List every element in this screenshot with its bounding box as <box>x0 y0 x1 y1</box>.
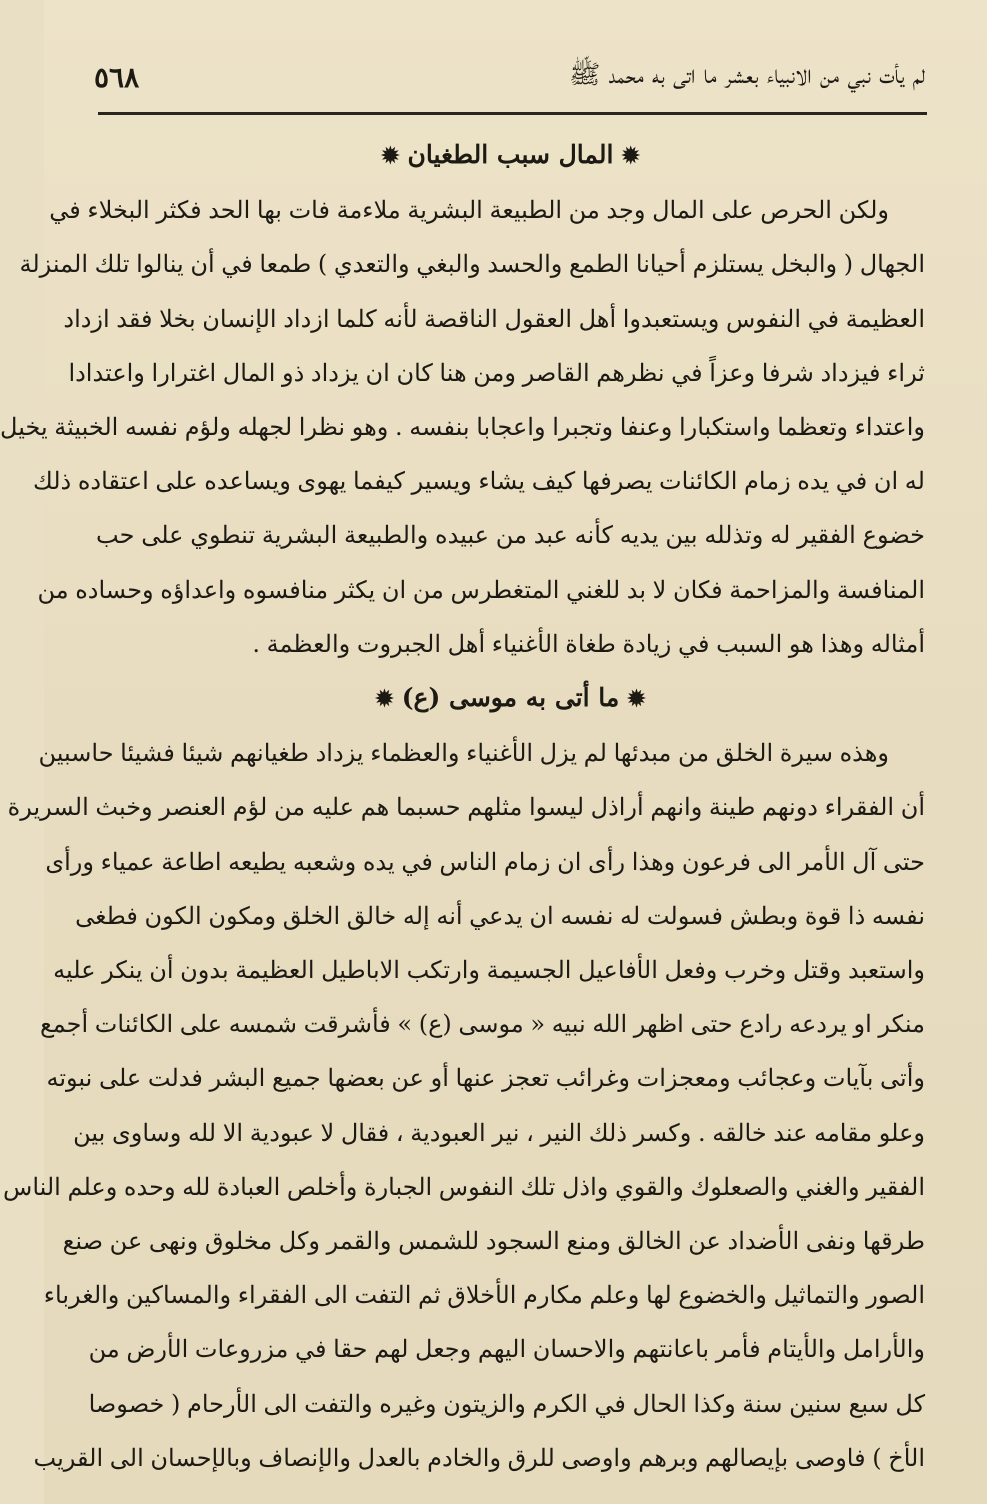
ornament-star-icon: ✹ <box>621 143 640 169</box>
text-line: ثراء فيزداد شرفا وعزاً في نظرهم القاصر ومن هنا كان ان يزداد ذو المال اغترارا واعتدادا <box>68 358 925 387</box>
page-body <box>0 128 925 1485</box>
text-line: وأتى بآيات وعجائب ومعجزات وغرائب تعجز عنها أو عن بعضها جميع البشر فدلت على نبوته <box>46 1064 925 1093</box>
text-line: ولكن الحرص على المال وجد من الطبيعة البشرية ملاءمة فات بها الحد فكثر البخلاء في <box>49 196 889 225</box>
page-number: ٥٦٨ <box>94 60 140 94</box>
text-line: نفسه ذا قوة وبطش فسولت له نفسه ان يدعي أنه إله خالق الخلق ومكون الكون فطغى <box>75 901 925 930</box>
page-header <box>94 52 925 102</box>
section-paragraph-moses <box>3 726 925 1485</box>
text-line: واعتداء وتعظما واستكبارا وعنفا وتجبرا واعجابا بنفسه . وهو نظرا لجهله ولؤم نفسه الخبيثة يخيل <box>0 413 925 442</box>
text-line: الفقير والغني والصعلوك والقوي واذل تلك النفوس الجبارة وأخلص العبادة لله وحده وعلم الناس <box>3 1172 925 1201</box>
text-line: وعلو مقامه عند خالقه . وكسر ذلك النير ، نير العبودية ، فقال لا عبودية الا لله وساوى بين <box>73 1118 925 1147</box>
text-line: وهذه سيرة الخلق من مبدئها لم يزل الأغنياء والعظماء يزداد طغيانهم شيئا فشيئا حاسبين <box>38 739 889 768</box>
text-line: الأخ ) فاوصى بإيصالهم وبرهم واوصى للرق والخادم بالعدل والإنصاف وبالإحسان الى القريب <box>33 1443 925 1472</box>
header-rule <box>98 112 927 115</box>
running-title: لم يأت نبي من الانبياء بعشر ما اتى به محمد ﷺ <box>568 60 925 90</box>
text-line: خضوع الفقير له وتذلله بين يديه كأنه عبد من عبيده والطبيعة البشرية تنطوي على حب <box>96 521 925 550</box>
text-line: والأرامل والأيتام فأمر باعانتهم والاحسان اليهم وجعل لهم حقا في مزروعات الأرض من <box>88 1335 925 1364</box>
text-line: الصور والتماثيل والخضوع لها وعلم مكارم الأخلاق ثم التفت الى الفقراء والمساكين والغرباء <box>43 1281 925 1310</box>
text-line: أن الفقراء دونهم طينة وانهم أراذل ليسوا مثلهم حسبما هم عليه من لؤم العنصر وخبث السريرة <box>7 793 925 822</box>
text-line: أمثاله وهذا هو السبب في زيادة طغاة الأغنياء أهل الجبروت والعظمة . <box>252 629 925 658</box>
text-line: المنافسة والمزاحمة فكان لا بد للغني المتغطرس من ان يكثر منافسوه واعداؤه وحساده من <box>37 575 925 604</box>
text-line: حتى آل الأمر الى فرعون وهذا رأى ان زمام الناس في يده وشعبه يطيعه اطاعة عمياء ورأى <box>45 847 925 876</box>
text-line: الجهال ( والبخل يستلزم أحيانا الطمع والحسد والبغي والتعدي ) طمعا في أن ينالوا تلك المنزلة <box>19 250 925 279</box>
text-line: كل سبع سنين سنة وكذا الحال في الكرم والزيتون وغيره والتفت الى الأرحام ( خصوصا <box>88 1389 925 1418</box>
text-line: العظيمة في النفوس ويستعبدوا أهل العقول الناقصة لأنه كلما ازداد الإنسان بخلا فقد ازداد <box>63 304 925 333</box>
text-line: واستعبد وقتل وخرب وفعل الأفاعيل الجسيمة وارتكب الاباطيل العظيمة بدون أن ينكر عليه <box>53 956 925 985</box>
ornament-star-icon: ✹ <box>381 143 400 169</box>
section-paragraph-wealth-tyranny <box>0 183 925 671</box>
ornament-star-icon: ✹ <box>627 686 646 713</box>
ornament-star-icon: ✹ <box>375 686 394 713</box>
text-line: له ان في يده زمام الكائنات يصرفها كيف يشاء ويسير كيفما يهوى ويساعده على اعتقاده ذلك <box>32 467 925 496</box>
section-heading-moses: ✹ما أتى به موسى (ع)✹ <box>375 683 646 713</box>
section-heading-wealth-tyranny: ✹المال سبب الطغيان✹ <box>381 140 640 169</box>
text-line: طرقها ونفى الأضداد عن الخالق ومنع السجود للشمس والقمر وكل مخلوق ونهى عن صنع <box>62 1227 925 1256</box>
text-line: منكر او يردعه رادع حتى اظهر الله نبيه « موسى (ع) » فأشرقت شمسه على الكائنات أجمع <box>40 1010 925 1039</box>
